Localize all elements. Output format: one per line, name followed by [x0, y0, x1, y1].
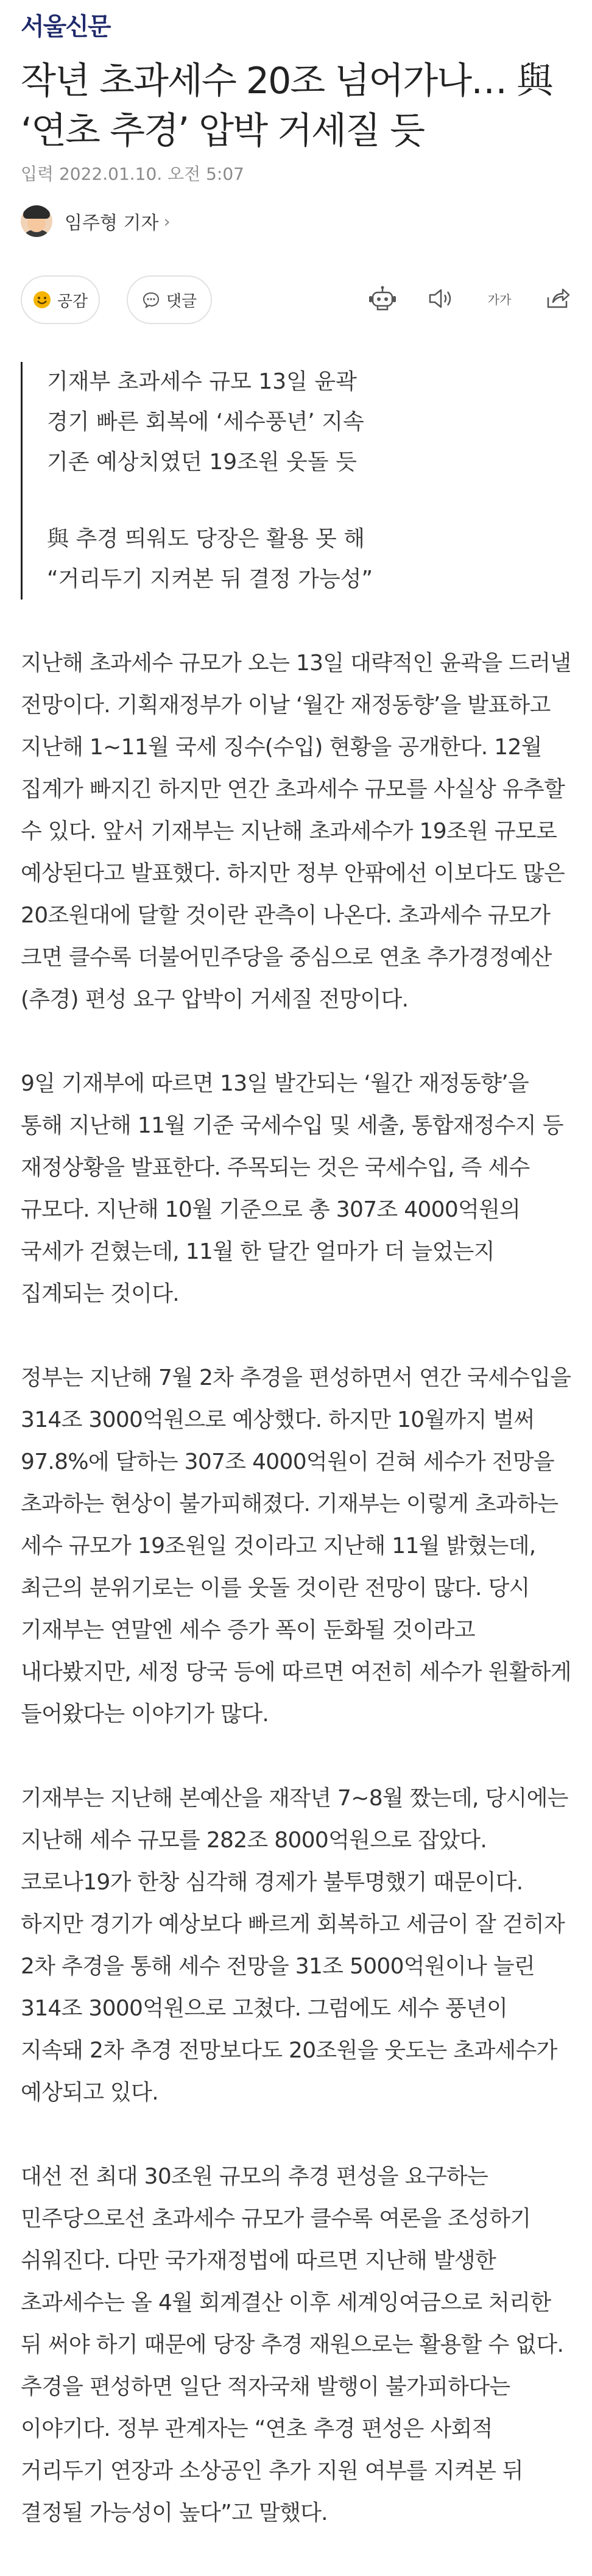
article-toolbar — [21, 275, 575, 327]
like-label: 공감 — [57, 292, 88, 311]
article-paragraph: 대선 전 최대 30조원 규모의 추경 편성을 요구하는 민주당으로선 초과세수 규모가 클수록 여론을 조성하기 쉬워진다. 다만 국가재정법에 따르면 지난해 발생한 초과세수는 올 4월 회계결산 이후 세계잉여금으로 처리한 뒤 써야 하기 때문에 당장 추경 재원으로는 활용할 수 없다. 추경을 편성하면 일단 적자국채 발행이 불가피하다는 이야기다. 정부 관계자는 “연초 추경 편성은 사회적 거리두기 연장과 소상공인 추가 지원 여부를 지켜본 뒤 결정될 가능성이 높다”고 말했다. — [21, 2164, 564, 2525]
tool-icons — [341, 281, 575, 316]
speaker-icon[interactable] — [424, 281, 458, 316]
summary-line: 기재부 초과세수 규모 13일 윤곽 — [47, 369, 357, 394]
reporter-link[interactable] — [21, 202, 171, 240]
share-icon[interactable] — [541, 281, 575, 316]
site-logo[interactable]: 서울신문 — [21, 13, 110, 41]
article-paragraph: 정부는 지난해 7월 2차 추경을 편성하면서 연간 국세수입을 314조 3000억원으로 예상했다. 하지만 10월까지 벌써 97.8%에 달하는 307조 4000억원이 걷혀 세수가 전망을 초과하는 현상이 불가피해졌다. 기재부는 이렇게 초과하는 세수 규모가 19조원일 것이라고 지난해 11월 밝혔는데, 최근의 분위기로는 이를 웃돌 것이란 전망이 많다. 당시 기재부는 연말엔 세수 증가 폭이 둔화될 것이라고 내다봤지만, 세정 당국 등에 따르면 여전히 세수가 원활하게 들어왔다는 이야기가 많다. — [21, 1365, 571, 1727]
summary-line: 경기 빠른 회복에 ‘세수풍년’ 지속 — [47, 409, 364, 434]
smile-icon — [33, 291, 51, 309]
chevron-right-icon: › — [163, 211, 171, 232]
site-header — [0, 0, 592, 49]
reporter-avatar — [21, 205, 52, 237]
summary-line: 기존 예상치였던 19조원 웃돌 듯 — [47, 450, 357, 475]
article-summary — [21, 362, 583, 600]
published-date: 입력 2022.01.10. 오전 5:07 — [21, 164, 244, 184]
comment-label: 댓글 — [166, 292, 197, 311]
reporter-name: 임주형 기자 — [65, 213, 159, 234]
article-body — [21, 642, 571, 2576]
robot-icon[interactable] — [365, 281, 400, 316]
font-size-label: 가가 — [487, 292, 512, 307]
summary-line: “거리두기 지켜본 뒤 결정 가능성” — [47, 567, 373, 592]
comment-button[interactable] — [127, 275, 212, 324]
article-paragraph: 9일 기재부에 따르면 13일 발간되는 ‘월간 재정동향’을 통해 지난해 11월 기준 국세수입 및 세출, 통합재정수지 등 재정상황을 발표한다. 주목되는 것은 국세수입, 즉 세수 규모다. 지난해 10월 기준으로 총 307조 4000억원의 국세가 걷혔는데, 11월 한 달간 얼마가 더 늘었는지 집계되는 것이다. — [21, 1071, 563, 1306]
article-title: 작년 초과세수 20조 넘어가나… 與 ‘연초 추경’ 압박 거세질 듯 — [21, 60, 552, 152]
comment-icon — [142, 291, 160, 309]
summary-line: 與 추경 띄워도 당장은 활용 못 해 — [47, 526, 365, 551]
article-paragraph: 기재부는 지난해 본예산을 재작년 7~8월 짰는데, 당시에는 지난해 세수 규모를 282조 8000억원으로 잡았다. 코로나19가 한창 심각해 경제가 불투명했기 때문이다. 하지만 경기가 예상보다 빠르게 회복하고 세금이 잘 걷히자 2차 추경을 통해 세수 전망을 31조 5000억원이나 늘린 314조 3000억원으로 고쳤다. 그럼에도 세수 풍년이 지속돼 2차 추경 전망보다도 20조원을 웃도는 초과세수가 예상되고 있다. — [21, 1786, 568, 2105]
like-button[interactable] — [21, 275, 100, 324]
article-paragraph: 지난해 초과세수 규모가 오는 13일 대략적인 윤곽을 드러낼 전망이다. 기획재정부가 이날 ‘월간 재정동향’을 발표하고 지난해 1~11월 국세 징수(수입) 현황을 공개한다. 12월 집계가 빠지긴 하지만 연간 초과세수 규모를 사실상 유추할 수 있다. 앞서 기재부는 지난해 초과세수가 19조원 규모로 예상된다고 발표했다. 하지만 정부 안팎에선 이보다도 많은 20조원대에 달할 것이란 관측이 나온다. 초과세수 규모가 크면 클수록 더불어민주당을 중심으로 연초 추가경정예산(추경) 편성 요구 압박이 거세질 전망이다. — [21, 651, 571, 1012]
font-size-icon[interactable] — [482, 281, 516, 316]
